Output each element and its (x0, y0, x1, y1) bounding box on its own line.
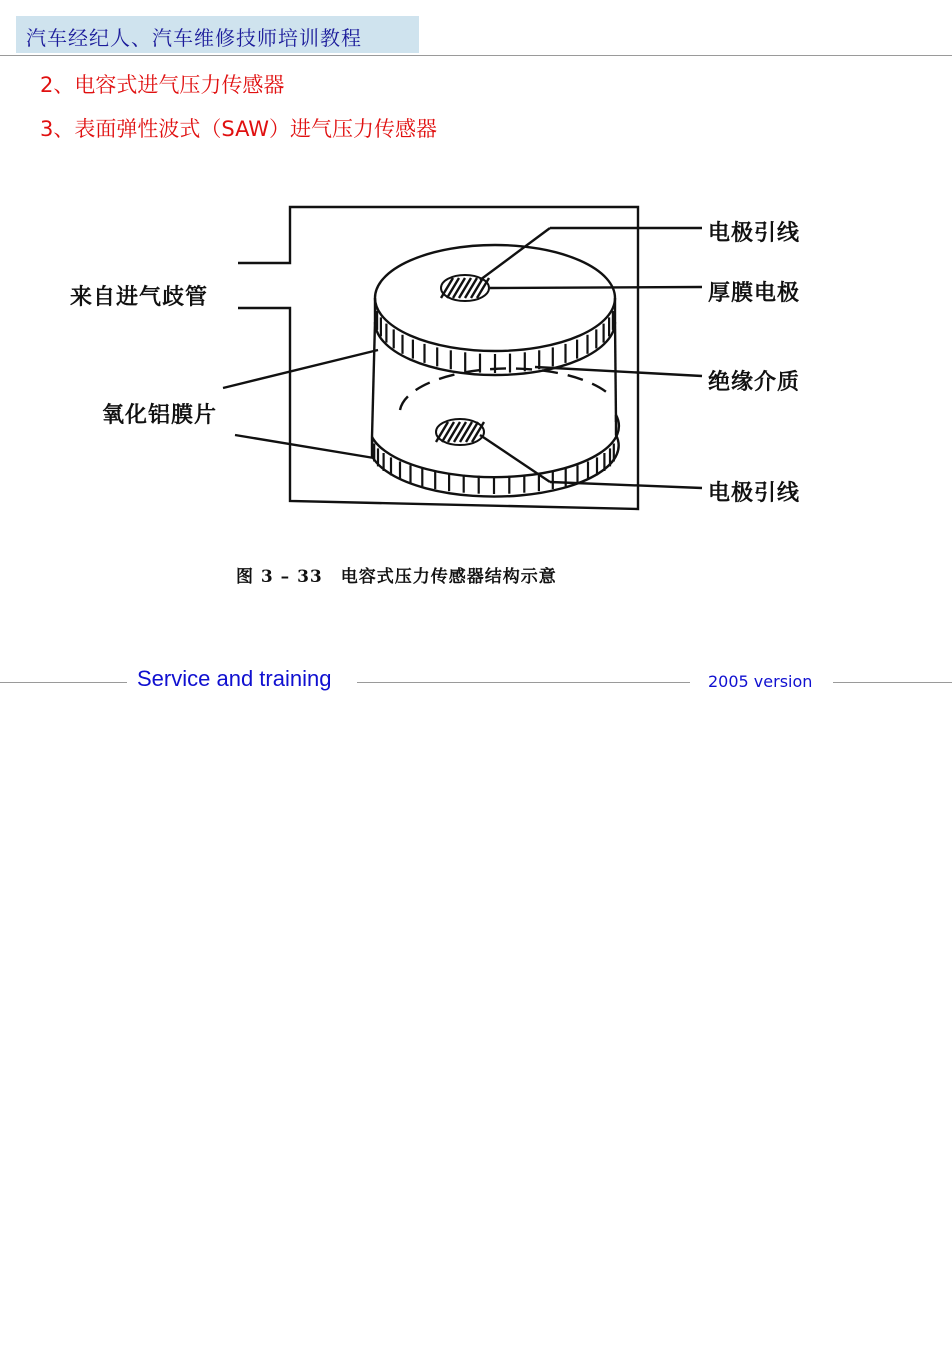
section-heading-saw: 3、表面弹性波式（SAW）进气压力传感器 (40, 117, 438, 141)
footer-rule-middle (357, 682, 690, 683)
electrode-hatch (436, 422, 448, 442)
electrode-hatch (442, 422, 454, 442)
electrode-hatch (477, 278, 489, 298)
electrode-hatch (471, 278, 483, 298)
footer-service-text: Service and training (137, 666, 332, 691)
electrode-hatch (454, 422, 466, 442)
label-electrode-lead-bottom: 电极引线 (708, 480, 801, 506)
footer-rule-right (833, 682, 952, 683)
label-alumina-film: 氧化铝膜片 (102, 402, 218, 428)
header-divider (0, 55, 952, 56)
electrode-hatch (459, 278, 471, 298)
electrode-hatch (465, 278, 477, 298)
electrode-hatch (460, 422, 472, 442)
label-insulating-medium: 绝缘介质 (708, 369, 801, 395)
label-electrode-lead-top: 电极引线 (708, 220, 801, 246)
sensor-structure-figure (60, 190, 840, 600)
header-title: 汽车经纪人、汽车维修技师培训教程 (26, 26, 362, 50)
top-diaphragm (375, 245, 615, 351)
footer-version-text: 2005 version (708, 672, 813, 691)
electrode-hatch (447, 278, 459, 298)
label-intake-from: 来自进气歧管 (70, 284, 209, 310)
electrode-hatch (441, 278, 453, 298)
electrode-hatch (448, 422, 460, 442)
footer-rule-left (0, 682, 127, 683)
figure-caption: 图 3 – 33 电容式压力传感器结构示意 (236, 567, 557, 587)
electrode-hatch (466, 422, 478, 442)
label-thick-film-electrode: 厚膜电极 (708, 280, 801, 306)
electrode-hatch (453, 278, 465, 298)
electrode-hatch (472, 422, 484, 442)
section-heading-capacitive: 2、电容式进气压力传感器 (40, 73, 285, 97)
